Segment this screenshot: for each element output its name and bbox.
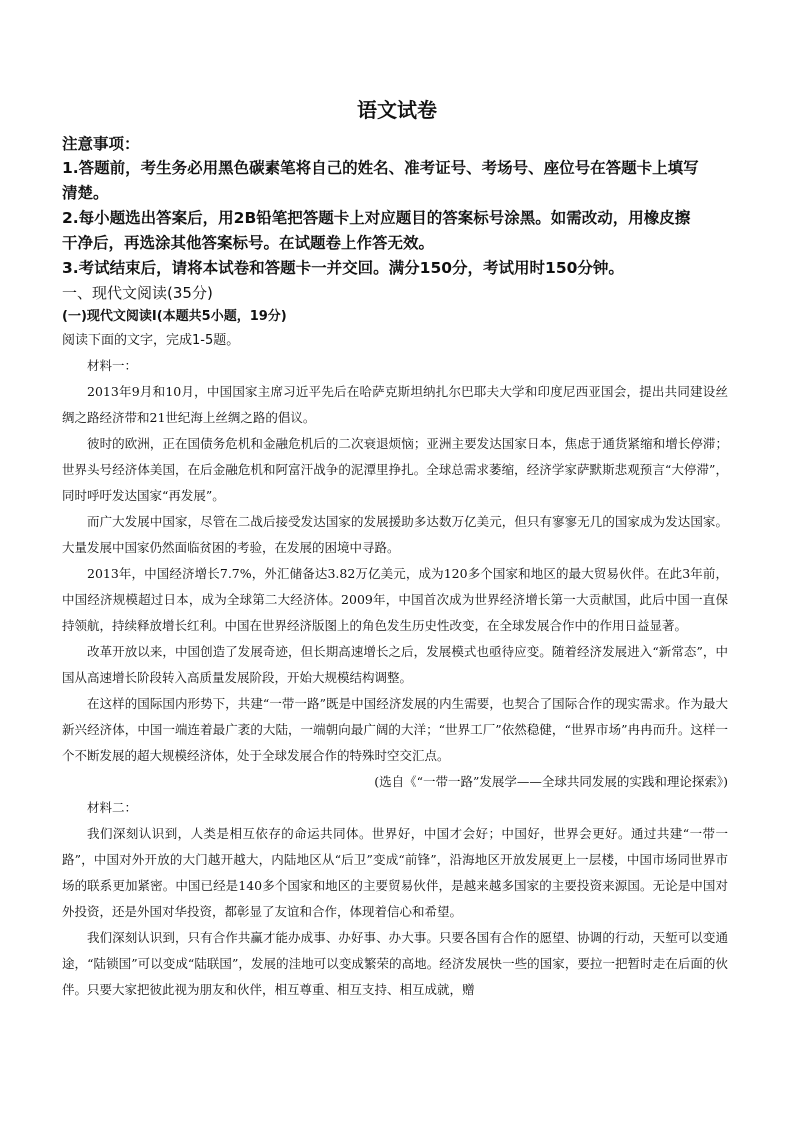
- paragraph: 而广大发展中国家，尽管在二战后接受发达国家的发展援助多达数万亿美元，但只有寥寥无几的国家成为发达国家。大量发展中国家仍然面临贫困的考验，在发展的困境中寻路。: [62, 514, 728, 555]
- notice-heading: 注意事项：: [62, 135, 140, 153]
- paragraph: 2013年，中国经济增长7.7%，外汇储备达3.82万亿美元，成为120多个国家和地区的最大贸易伙伴。在此3年前，中国经济规模超过日本，成为全球第二大经济体。2009年，中国首次成为世界经济增长第一大贡献国，此后中国一直保持领航，持续释放增长红利。中国在世界经济版图上的角色发生历史性改变，在全球发展合作中的作用日益显著。: [62, 566, 728, 633]
- source-citation: (选自《“一带一路”发展学——全球共同发展的实践和理论探索》): [374, 774, 728, 789]
- paragraph: 2013年9月和10月，中国国家主席习近平先后在哈萨克斯坦纳扎尔巴耶夫大学和印度尼西亚国会，提出共同建设丝绸之路经济带和21世纪海上丝绸之路的倡议。: [62, 384, 728, 425]
- instruction: 阅读下面的文字，完成1-5题。: [62, 333, 240, 348]
- material-label: 材料一：: [87, 358, 138, 373]
- notice-line: 干净后，再选涂其他答案标号。在试题卷上作答无效。: [62, 234, 435, 252]
- paragraph: 我们深刻认识到，人类是相互依存的命运共同体。世界好，中国才会好；中国好，世界会更好。通过共建“一带一路”，中国对外开放的大门越开越大，内陆地区从“后卫”变成“前锋”，沿海地区开放发展更上一层楼，中国市场同世界市场的联系更加紧密。中国已经是140多个国家和地区的主要贸易伙伴，是越来越多国家的主要投资来源国。无论是中国对外投资，还是外国对华投资，都彰显了友谊和合作，体现着信心和希望。: [62, 826, 728, 919]
- reading-passage: [62, 353, 728, 1003]
- paragraph: 在这样的国际国内形势下，共建“一带一路”既是中国经济发展的内生需要，也契合了国际合作的现实需求。作为最大新兴经济体，中国一端连着最广袤的大陆，一端朝向最广阔的大洋；“世界工厂”依然稳健，“世界市场”冉冉而升。这样一个不断发展的超大规模经济体，处于全球发展合作的特殊时空交汇点。: [62, 696, 728, 763]
- paragraph: 我们深刻认识到，只有合作共赢才能办成事、办好事、办大事。只要各国有合作的愿望、协调的行动，天堑可以变通途，“陆锁国”可以变成“陆联国”，发展的洼地可以变成繁荣的高地。经济发展快一些的国家，要拉一把暂时走在后面的伙伴。只要大家把彼此视为朋友和伙伴，相互尊重、相互支持、相互成就，赠: [62, 930, 728, 997]
- notice-line: 清楚。: [62, 184, 109, 202]
- notice-line: 1.答题前，考生务必用黑色碳素笔将自己的姓名、准考证号、考场号、座位号在答题卡上填写: [62, 159, 699, 177]
- paragraph: 彼时的欧洲，正在国债务危机和金融危机后的二次衰退烦恼；亚洲主要发达国家日本，焦虑于通货紧缩和增长停滞；世界头号经济体美国，在后金融危机和阿富汗战争的泥潭里挣扎。全球总需求萎缩，经济学家萨默斯悲观预言“大停滞”，同时呼吁发达国家“再发展”。: [62, 436, 728, 503]
- paragraph: 改革开放以来，中国创造了发展奇迹，但长期高速增长之后，发展模式也亟待应变。随着经济发展进入“新常态”，中国从高速增长阶段转入高质量发展阶段，开始大规模结构调整。: [62, 644, 728, 685]
- section-heading: 一、现代文阅读(35分): [62, 284, 213, 302]
- material-label: 材料二：: [87, 800, 138, 815]
- page-title: 语文试卷: [357, 98, 437, 122]
- notice-line: 3.考试结束后，请将本试卷和答题卡一并交回。满分150分，考试用时150分钟。: [62, 259, 624, 277]
- subsection-heading: (一)现代文阅读Ⅰ(本题共5小题，19分): [62, 309, 287, 324]
- notice-line: 2.每小题选出答案后，用2B铅笔把答题卡上对应题目的答案标号涂黑。如需改动，用橡皮擦: [62, 209, 691, 227]
